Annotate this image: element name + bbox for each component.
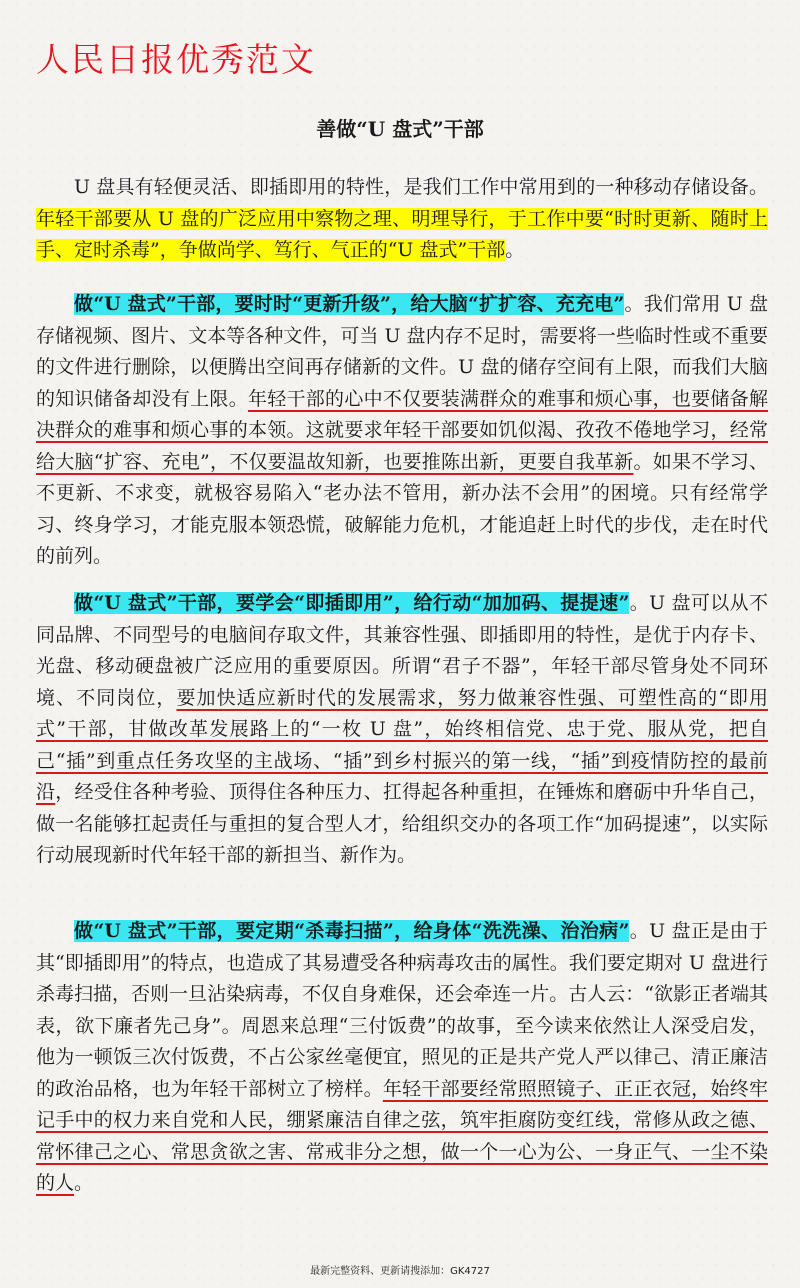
update-end: 。如果不学习、不更新、不求变，就极容易陷入“老办法不管用，新办法不会用”的困境。只有经常学习、终身学习，才能克服本领恐慌，破解能力危机，才能追赶上时代的步伐，走在时代的前列。 bbox=[36, 450, 768, 567]
update-heading: 做“U 盘式”干部，要时时“更新升级”，给大脑“扩扩容、充充电” bbox=[74, 293, 625, 315]
header-title: 人民日报优秀范文 bbox=[36, 40, 316, 79]
paragraph-plug-and-play bbox=[36, 588, 768, 872]
antivirus-underlined: 年轻干部要经常照照镜子、正正衣冠，始终牢记手中的权力来自党和人民，绷紧廉洁自律之弦，筑牢拒腐防变红线，常修从政之德、常怀律己之心、常思贪欲之害、常戒非分之想，做一个一心为公、一身正气、一尘不染的人 bbox=[36, 1077, 768, 1194]
footer-note: 最新完整资料、更新请搜添加：GK4727 bbox=[310, 1266, 490, 1277]
plug-end: ，经受住各种考验、顶得住各种压力、扛得起各种重担，在锤炼和磨砺中升华自己，做一名能够扛起责任与重担的复合型人才，给组织交办的各项工作“加码提速”，以实际行动展现新时代年轻干部的新担当、新作为。 bbox=[36, 781, 768, 866]
update-text: 。我们常用 U 盘存储视频、图片、文本等各种文件，可当 U 盘内存不足时，需要将一些临时性或不重要的文件进行删除，以便腾出空间再存储新的文件。U 盘的储存空间有上限，而我们大脑的知识储备却没有上限。 bbox=[36, 293, 768, 410]
article-title: 善做“U 盘式”干部 bbox=[316, 117, 484, 141]
intro-text: U 盘具有轻便灵活、即插即用的特性，是我们工作中常用到的一种移动存储设备。 bbox=[74, 176, 768, 198]
plug-text: 。U 盘可以从不同品牌、不同型号的电脑间存取文件，其兼容性强、即插即用的特性，是优于内存卡、光盘、移动硬盘被广泛应用的重要原因。所谓“君子不器”，年轻干部尽管身处不同环境、不同岗位， bbox=[36, 592, 768, 709]
paragraph-antivirus bbox=[36, 916, 768, 1200]
paragraph-update bbox=[36, 289, 768, 573]
intro-highlight: 年轻干部要从 U 盘的广泛应用中察物之理、明理导行，于工作中要“时时更新、随时上手、定时杀毒”，争做尚学、笃行、气正的“U 盘式”干部 bbox=[36, 207, 768, 261]
update-underlined: 年轻干部的心中不仅要装满群众的难事和烦心事，也要储备解决群众的难事和烦心事的本领。这就要求年轻干部要如饥似渴、孜孜不倦地学习，经常给大脑“扩容、充电”，不仅要温故知新，也要推陈出新，更要自我革新 bbox=[36, 387, 768, 473]
antivirus-heading: 做“U 盘式”干部，要定期“杀毒扫描”，给身体“洗洗澡、治治病” bbox=[74, 920, 630, 942]
antivirus-end: 。 bbox=[74, 1172, 94, 1194]
intro-end: 。 bbox=[505, 239, 525, 261]
plug-underlined: 要加快适应新时代的发展需求，努力做兼容性强、可塑性高的“即用式”干部，甘做改革发展路上的“一枚 U 盘”，始终相信党、忠于党、服从党，把自己“插”到重点任务攻坚的主战场、“插”到乡村振兴的第一线，“插”到疫情防控的最前沿 bbox=[36, 686, 768, 803]
paragraph-intro bbox=[36, 172, 768, 267]
antivirus-text: 。U 盘正是由于其“即插即用”的特点，也造成了其易遭受各种病毒攻击的属性。我们要定期对 U 盘进行杀毒扫描，否则一旦沾染病毒，不仅自身难保，还会牵连一片。古人云：“欲影正者端其表，欲下廉者先己身”。周恩来总理“三付饭费”的故事，至今读来依然让人深受启发，他为一顿饭三次付饭费，不占公家丝毫便宜，照见的正是共产党人严以律己、清正廉洁的政治品格，也为年轻干部树立了榜样。 bbox=[36, 920, 768, 1100]
plug-heading: 做“U 盘式”干部，要学会“即插即用”，给行动“加加码、提提速” bbox=[74, 592, 630, 614]
